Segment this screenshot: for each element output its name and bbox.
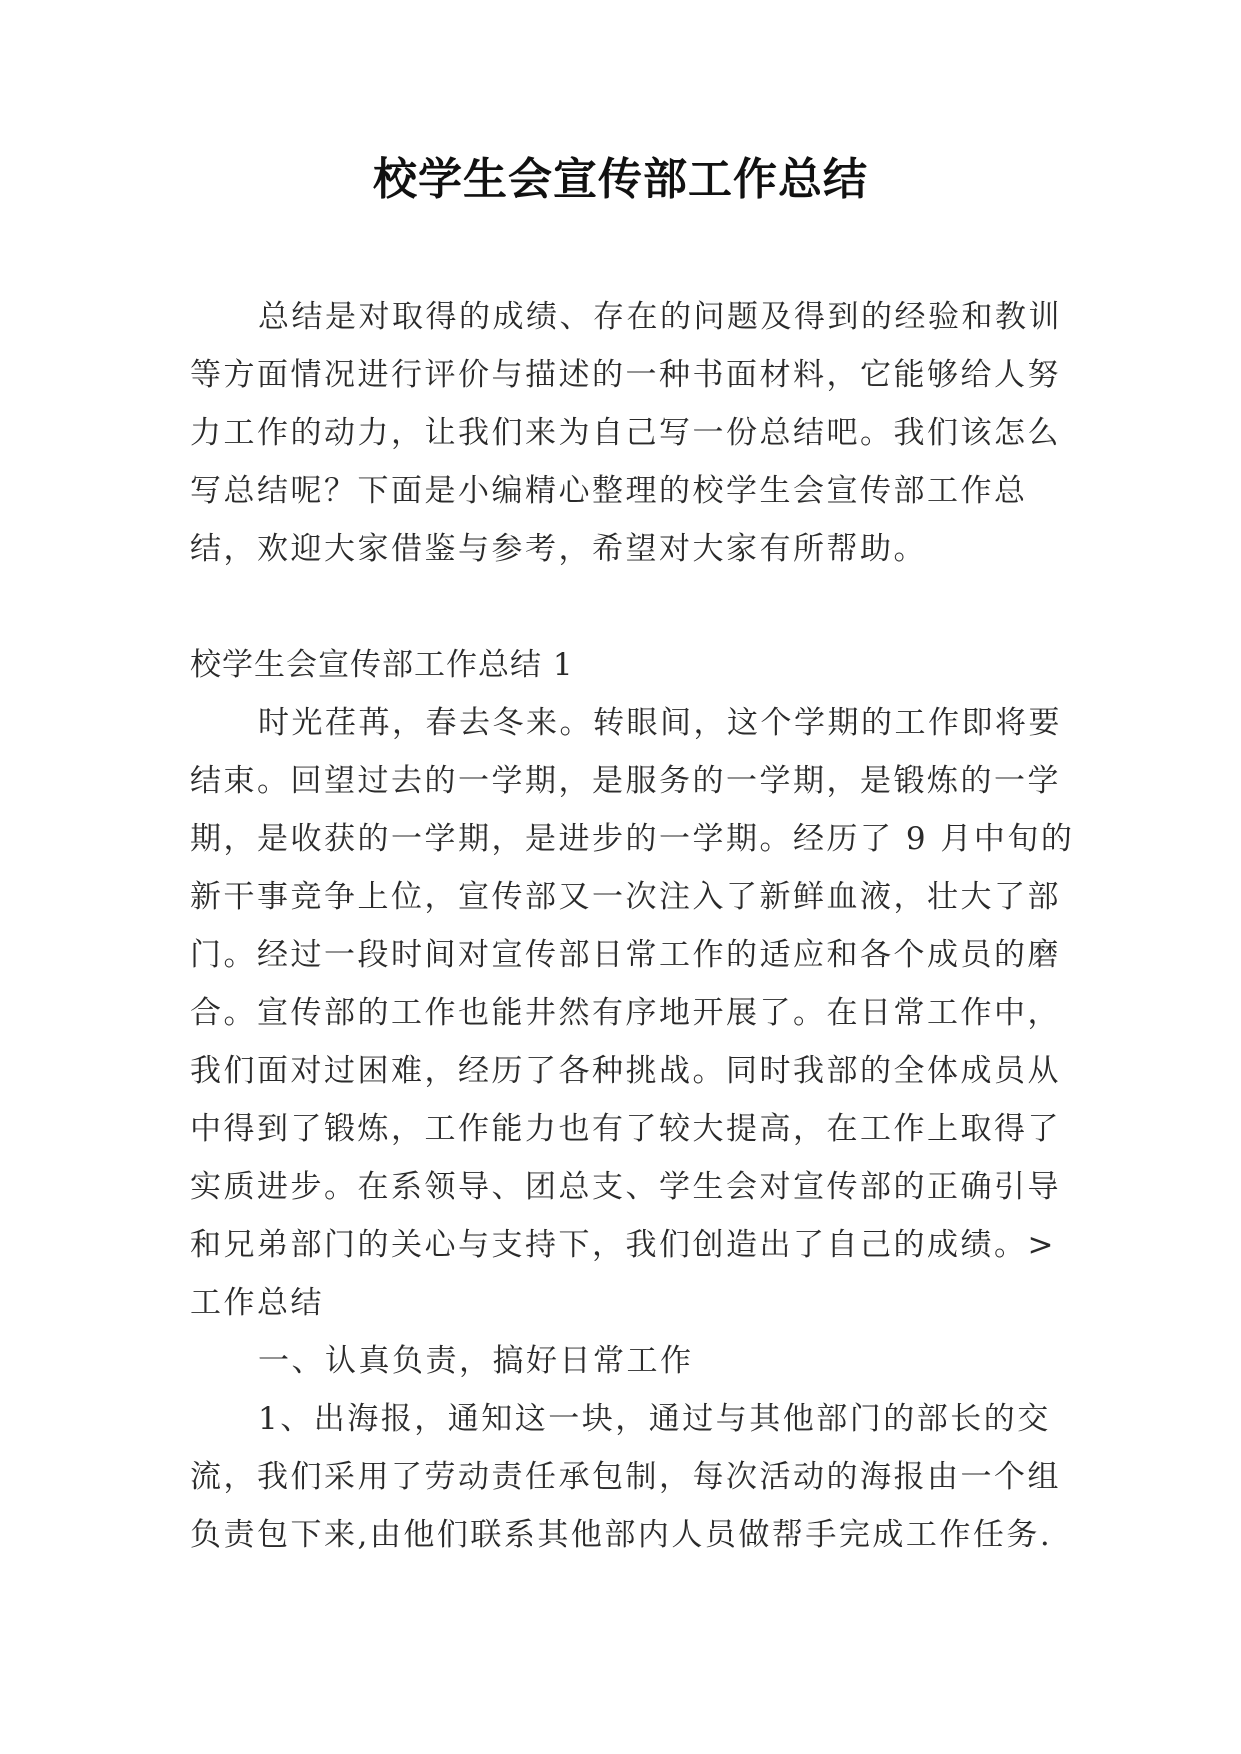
- intro-line: 结，欢迎大家借鉴与参考，希望对大家有所帮助。: [190, 531, 927, 567]
- intro-line: 力工作的动力，让我们来为自己写一份总结吧。我们该怎么: [190, 415, 1061, 451]
- paragraph-1: [190, 694, 1075, 1332]
- paragraph-line: 时光荏苒，春去冬来。转眼间，这个学期的工作即将要: [258, 705, 1062, 741]
- paragraph-line: 我们面对过困难，经历了各种挑战。同时我部的全体成员从: [190, 1053, 1061, 1089]
- paragraph-line: 结束。回望过去的一学期，是服务的一学期，是锻炼的一学: [190, 763, 1061, 799]
- paragraph-line: 门。经过一段时间对宣传部日常工作的适应和各个成员的磨: [190, 937, 1061, 973]
- paragraph-line: 中得到了锻炼，工作能力也有了较大提高，在工作上取得了: [190, 1111, 1061, 1147]
- intro-paragraph: [190, 288, 1062, 578]
- paragraph-line: 实质进步。在系领导、团总支、学生会对宣传部的正确引导: [190, 1169, 1061, 1205]
- paragraph-line: 新干事竞争上位，宣传部又一次注入了新鲜血液，壮大了部: [190, 879, 1061, 915]
- paragraph-line: 1、出海报，通知这一块，通过与其他部门的部长的交: [258, 1401, 1051, 1437]
- intro-line: 等方面情况进行评价与描述的一种书面材料，它能够给人努: [190, 357, 1061, 393]
- paragraph-line: 期，是收获的一学期，是进步的一学期。经历了 9 月中旬的: [190, 821, 1075, 857]
- paragraph-line: 和兄弟部门的关心与支持下，我们创造出了自己的成绩。>: [190, 1227, 1056, 1263]
- intro-line: 总结是对取得的成绩、存在的问题及得到的经验和教训: [258, 299, 1062, 335]
- paragraph-line: 流，我们采用了劳动责任承包制，每次活动的海报由一个组: [190, 1459, 1061, 1495]
- paragraph-line: 工作总结: [190, 1285, 324, 1321]
- intro-line: 写总结呢？下面是小编精心整理的校学生会宣传部工作总: [190, 473, 1028, 509]
- subheading: 一、认真负责，搞好日常工作: [258, 1343, 694, 1379]
- document-title: 校学生会宣传部工作总结: [373, 154, 868, 205]
- paragraph-line: 负责包下来,由他们联系其他部内人员做帮手完成工作任务.: [190, 1517, 1053, 1553]
- document-body: [190, 288, 1075, 1564]
- section-heading: 校学生会宣传部工作总结 1: [190, 647, 574, 683]
- paragraph-2: [190, 1390, 1061, 1564]
- paragraph-line: 合。宣传部的工作也能井然有序地开展了。在日常工作中，: [190, 995, 1061, 1031]
